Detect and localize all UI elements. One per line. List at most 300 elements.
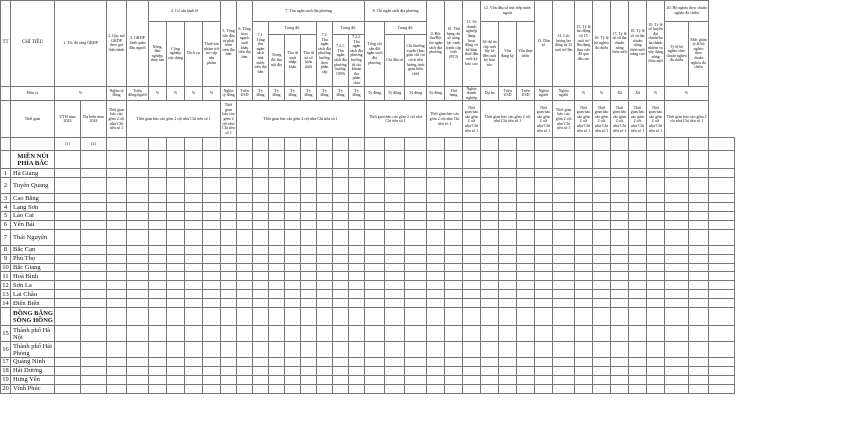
data-cell[interactable]	[445, 178, 463, 194]
data-cell[interactable]	[689, 178, 709, 194]
data-cell[interactable]	[593, 326, 611, 342]
data-cell[interactable]	[427, 263, 445, 272]
data-cell[interactable]	[127, 254, 149, 263]
data-cell[interactable]	[285, 384, 301, 393]
data-cell[interactable]	[349, 299, 365, 308]
data-cell[interactable]	[611, 290, 629, 299]
data-cell[interactable]	[481, 178, 499, 194]
data-cell[interactable]	[333, 366, 349, 375]
data-cell[interactable]	[237, 366, 253, 375]
data-cell[interactable]	[517, 308, 535, 326]
data-cell[interactable]	[405, 178, 427, 194]
data-cell[interactable]	[149, 211, 167, 220]
data-cell[interactable]	[301, 384, 317, 393]
data-cell[interactable]	[405, 220, 427, 229]
data-cell[interactable]	[499, 263, 517, 272]
data-cell[interactable]	[665, 178, 689, 194]
data-cell[interactable]	[427, 326, 445, 342]
data-cell[interactable]	[445, 263, 463, 272]
data-cell[interactable]	[385, 308, 405, 326]
data-cell[interactable]	[301, 245, 317, 254]
data-cell[interactable]	[301, 290, 317, 299]
data-cell[interactable]	[405, 308, 427, 326]
data-cell[interactable]	[665, 281, 689, 290]
data-cell[interactable]	[365, 384, 385, 393]
data-cell[interactable]	[575, 263, 593, 272]
data-cell[interactable]	[365, 254, 385, 263]
data-cell[interactable]	[203, 245, 221, 254]
data-cell[interactable]	[269, 326, 285, 342]
data-cell[interactable]	[333, 326, 349, 342]
data-cell[interactable]	[317, 281, 333, 290]
data-cell[interactable]	[185, 281, 203, 290]
data-cell[interactable]	[481, 254, 499, 263]
data-cell[interactable]	[535, 220, 553, 229]
data-cell[interactable]	[665, 290, 689, 299]
data-cell[interactable]	[647, 272, 665, 281]
data-cell[interactable]	[665, 151, 689, 169]
data-cell[interactable]	[593, 290, 611, 299]
data-cell[interactable]	[593, 342, 611, 358]
data-cell[interactable]	[149, 254, 167, 263]
data-cell[interactable]	[333, 220, 349, 229]
data-cell[interactable]	[107, 229, 127, 245]
data-cell[interactable]	[349, 254, 365, 263]
data-cell[interactable]	[499, 194, 517, 203]
data-cell[interactable]	[553, 375, 575, 384]
data-cell[interactable]	[127, 299, 149, 308]
data-cell[interactable]	[575, 220, 593, 229]
data-cell[interactable]	[285, 263, 301, 272]
data-cell[interactable]	[301, 229, 317, 245]
data-cell[interactable]	[269, 342, 285, 358]
data-cell[interactable]	[149, 342, 167, 358]
data-cell[interactable]	[647, 281, 665, 290]
data-cell[interactable]	[385, 299, 405, 308]
data-cell[interactable]	[611, 151, 629, 169]
data-cell[interactable]	[647, 375, 665, 384]
data-cell[interactable]	[55, 229, 81, 245]
data-cell[interactable]	[365, 281, 385, 290]
data-cell[interactable]	[285, 254, 301, 263]
data-cell[interactable]	[517, 326, 535, 342]
data-cell[interactable]	[55, 263, 81, 272]
data-cell[interactable]	[333, 194, 349, 203]
data-cell[interactable]	[203, 178, 221, 194]
data-cell[interactable]	[385, 263, 405, 272]
data-cell[interactable]	[445, 272, 463, 281]
data-cell[interactable]	[629, 263, 647, 272]
data-cell[interactable]	[221, 151, 237, 169]
data-cell[interactable]	[253, 366, 269, 375]
data-cell[interactable]	[709, 326, 735, 342]
data-cell[interactable]	[445, 203, 463, 212]
data-cell[interactable]	[629, 254, 647, 263]
data-cell[interactable]	[81, 299, 107, 308]
data-cell[interactable]	[499, 281, 517, 290]
data-cell[interactable]	[575, 194, 593, 203]
data-cell[interactable]	[665, 272, 689, 281]
data-cell[interactable]	[665, 308, 689, 326]
data-cell[interactable]	[629, 299, 647, 308]
data-cell[interactable]	[185, 375, 203, 384]
data-cell[interactable]	[445, 384, 463, 393]
data-cell[interactable]	[593, 263, 611, 272]
data-cell[interactable]	[237, 281, 253, 290]
data-cell[interactable]	[55, 326, 81, 342]
data-cell[interactable]	[445, 220, 463, 229]
data-cell[interactable]	[709, 342, 735, 358]
data-cell[interactable]	[629, 169, 647, 178]
data-cell[interactable]	[499, 169, 517, 178]
data-cell[interactable]	[149, 203, 167, 212]
data-cell[interactable]	[709, 245, 735, 254]
data-cell[interactable]	[499, 178, 517, 194]
data-cell[interactable]	[285, 229, 301, 245]
data-cell[interactable]	[575, 384, 593, 393]
data-cell[interactable]	[405, 290, 427, 299]
data-cell[interactable]	[427, 254, 445, 263]
data-cell[interactable]	[385, 194, 405, 203]
data-cell[interactable]	[665, 194, 689, 203]
data-cell[interactable]	[285, 151, 301, 169]
data-cell[interactable]	[269, 281, 285, 290]
data-cell[interactable]	[81, 220, 107, 229]
data-cell[interactable]	[553, 203, 575, 212]
data-cell[interactable]	[517, 245, 535, 254]
data-cell[interactable]	[167, 169, 185, 178]
data-cell[interactable]	[349, 220, 365, 229]
data-cell[interactable]	[405, 245, 427, 254]
data-cell[interactable]	[553, 342, 575, 358]
data-cell[interactable]	[385, 384, 405, 393]
data-cell[interactable]	[575, 245, 593, 254]
data-cell[interactable]	[185, 263, 203, 272]
data-cell[interactable]	[365, 375, 385, 384]
data-cell[interactable]	[127, 169, 149, 178]
data-cell[interactable]	[333, 254, 349, 263]
data-cell[interactable]	[611, 211, 629, 220]
data-cell[interactable]	[237, 326, 253, 342]
data-cell[interactable]	[203, 220, 221, 229]
data-cell[interactable]	[647, 211, 665, 220]
data-cell[interactable]	[405, 342, 427, 358]
data-cell[interactable]	[611, 245, 629, 254]
data-cell[interactable]	[167, 375, 185, 384]
data-cell[interactable]	[317, 169, 333, 178]
data-cell[interactable]	[611, 263, 629, 272]
data-cell[interactable]	[481, 229, 499, 245]
data-cell[interactable]	[499, 211, 517, 220]
data-cell[interactable]	[647, 229, 665, 245]
data-cell[interactable]	[107, 211, 127, 220]
data-cell[interactable]	[333, 203, 349, 212]
data-cell[interactable]	[427, 220, 445, 229]
data-cell[interactable]	[647, 342, 665, 358]
data-cell[interactable]	[365, 358, 385, 367]
data-cell[interactable]	[237, 220, 253, 229]
data-cell[interactable]	[575, 272, 593, 281]
data-cell[interactable]	[253, 299, 269, 308]
data-cell[interactable]	[253, 151, 269, 169]
data-cell[interactable]	[365, 308, 385, 326]
data-cell[interactable]	[333, 299, 349, 308]
data-cell[interactable]	[665, 342, 689, 358]
data-cell[interactable]	[647, 358, 665, 367]
data-cell[interactable]	[107, 366, 127, 375]
data-cell[interactable]	[481, 384, 499, 393]
data-cell[interactable]	[575, 308, 593, 326]
data-cell[interactable]	[349, 326, 365, 342]
data-cell[interactable]	[253, 203, 269, 212]
data-cell[interactable]	[385, 169, 405, 178]
data-cell[interactable]	[481, 194, 499, 203]
data-cell[interactable]	[629, 326, 647, 342]
data-cell[interactable]	[253, 211, 269, 220]
data-cell[interactable]	[55, 366, 81, 375]
data-cell[interactable]	[127, 245, 149, 254]
data-cell[interactable]	[253, 178, 269, 194]
data-cell[interactable]	[203, 326, 221, 342]
data-cell[interactable]	[517, 358, 535, 367]
data-cell[interactable]	[349, 169, 365, 178]
data-cell[interactable]	[385, 366, 405, 375]
data-cell[interactable]	[127, 220, 149, 229]
data-cell[interactable]	[553, 229, 575, 245]
data-cell[interactable]	[517, 151, 535, 169]
data-cell[interactable]	[463, 308, 481, 326]
data-cell[interactable]	[317, 290, 333, 299]
data-cell[interactable]	[445, 245, 463, 254]
data-cell[interactable]	[81, 384, 107, 393]
data-cell[interactable]	[167, 384, 185, 393]
data-cell[interactable]	[629, 375, 647, 384]
data-cell[interactable]	[349, 375, 365, 384]
data-cell[interactable]	[499, 290, 517, 299]
data-cell[interactable]	[445, 229, 463, 245]
data-cell[interactable]	[185, 358, 203, 367]
data-cell[interactable]	[405, 254, 427, 263]
data-cell[interactable]	[317, 194, 333, 203]
data-cell[interactable]	[405, 384, 427, 393]
data-cell[interactable]	[629, 358, 647, 367]
data-cell[interactable]	[535, 203, 553, 212]
data-cell[interactable]	[149, 245, 167, 254]
data-cell[interactable]	[463, 272, 481, 281]
data-cell[interactable]	[385, 178, 405, 194]
data-cell[interactable]	[149, 308, 167, 326]
data-cell[interactable]	[149, 299, 167, 308]
data-cell[interactable]	[167, 178, 185, 194]
data-cell[interactable]	[167, 263, 185, 272]
data-cell[interactable]	[481, 366, 499, 375]
data-cell[interactable]	[269, 178, 285, 194]
data-cell[interactable]	[709, 178, 735, 194]
data-cell[interactable]	[365, 326, 385, 342]
data-cell[interactable]	[463, 384, 481, 393]
data-cell[interactable]	[689, 308, 709, 326]
data-cell[interactable]	[185, 211, 203, 220]
data-cell[interactable]	[463, 194, 481, 203]
data-cell[interactable]	[149, 263, 167, 272]
data-cell[interactable]	[203, 366, 221, 375]
data-cell[interactable]	[285, 366, 301, 375]
data-cell[interactable]	[237, 375, 253, 384]
data-cell[interactable]	[221, 375, 237, 384]
data-cell[interactable]	[365, 203, 385, 212]
data-cell[interactable]	[269, 384, 285, 393]
data-cell[interactable]	[385, 375, 405, 384]
data-cell[interactable]	[593, 254, 611, 263]
data-cell[interactable]	[517, 178, 535, 194]
data-cell[interactable]	[593, 384, 611, 393]
data-cell[interactable]	[185, 203, 203, 212]
data-cell[interactable]	[107, 151, 127, 169]
data-cell[interactable]	[149, 178, 167, 194]
data-cell[interactable]	[553, 308, 575, 326]
data-cell[interactable]	[237, 169, 253, 178]
data-cell[interactable]	[593, 245, 611, 254]
data-cell[interactable]	[629, 245, 647, 254]
data-cell[interactable]	[535, 384, 553, 393]
data-cell[interactable]	[709, 254, 735, 263]
data-cell[interactable]	[463, 299, 481, 308]
data-cell[interactable]	[689, 151, 709, 169]
data-cell[interactable]	[427, 272, 445, 281]
data-cell[interactable]	[221, 194, 237, 203]
data-cell[interactable]	[535, 194, 553, 203]
data-cell[interactable]	[365, 229, 385, 245]
data-cell[interactable]	[517, 220, 535, 229]
data-cell[interactable]	[365, 169, 385, 178]
data-cell[interactable]	[237, 194, 253, 203]
data-cell[interactable]	[365, 220, 385, 229]
data-cell[interactable]	[499, 229, 517, 245]
data-cell[interactable]	[427, 211, 445, 220]
data-cell[interactable]	[81, 245, 107, 254]
data-cell[interactable]	[575, 229, 593, 245]
data-cell[interactable]	[301, 272, 317, 281]
data-cell[interactable]	[203, 169, 221, 178]
data-cell[interactable]	[349, 358, 365, 367]
data-cell[interactable]	[301, 281, 317, 290]
data-cell[interactable]	[553, 358, 575, 367]
data-cell[interactable]	[575, 358, 593, 367]
data-cell[interactable]	[349, 263, 365, 272]
data-cell[interactable]	[553, 254, 575, 263]
data-cell[interactable]	[405, 281, 427, 290]
data-cell[interactable]	[647, 169, 665, 178]
data-cell[interactable]	[427, 358, 445, 367]
data-cell[interactable]	[629, 211, 647, 220]
data-cell[interactable]	[81, 203, 107, 212]
data-cell[interactable]	[127, 290, 149, 299]
data-cell[interactable]	[665, 169, 689, 178]
data-cell[interactable]	[665, 203, 689, 212]
data-cell[interactable]	[553, 384, 575, 393]
data-cell[interactable]	[317, 254, 333, 263]
data-cell[interactable]	[237, 299, 253, 308]
data-cell[interactable]	[269, 229, 285, 245]
data-cell[interactable]	[317, 358, 333, 367]
data-cell[interactable]	[463, 342, 481, 358]
data-cell[interactable]	[203, 272, 221, 281]
data-cell[interactable]	[285, 169, 301, 178]
data-cell[interactable]	[203, 299, 221, 308]
data-cell[interactable]	[349, 272, 365, 281]
data-cell[interactable]	[269, 203, 285, 212]
data-cell[interactable]	[107, 358, 127, 367]
data-cell[interactable]	[445, 326, 463, 342]
data-cell[interactable]	[575, 299, 593, 308]
data-cell[interactable]	[535, 272, 553, 281]
data-cell[interactable]	[593, 220, 611, 229]
data-cell[interactable]	[709, 308, 735, 326]
data-cell[interactable]	[365, 211, 385, 220]
data-cell[interactable]	[127, 358, 149, 367]
data-cell[interactable]	[427, 375, 445, 384]
data-cell[interactable]	[593, 151, 611, 169]
data-cell[interactable]	[285, 308, 301, 326]
data-cell[interactable]	[301, 326, 317, 342]
data-cell[interactable]	[427, 194, 445, 203]
data-cell[interactable]	[285, 245, 301, 254]
data-cell[interactable]	[481, 299, 499, 308]
data-cell[interactable]	[221, 384, 237, 393]
data-cell[interactable]	[427, 245, 445, 254]
data-cell[interactable]	[127, 178, 149, 194]
data-cell[interactable]	[481, 308, 499, 326]
data-cell[interactable]	[665, 299, 689, 308]
data-cell[interactable]	[167, 220, 185, 229]
data-cell[interactable]	[689, 263, 709, 272]
data-cell[interactable]	[445, 281, 463, 290]
data-cell[interactable]	[593, 203, 611, 212]
data-cell[interactable]	[665, 375, 689, 384]
data-cell[interactable]	[535, 178, 553, 194]
data-cell[interactable]	[689, 342, 709, 358]
data-cell[interactable]	[481, 169, 499, 178]
data-cell[interactable]	[317, 308, 333, 326]
data-cell[interactable]	[203, 375, 221, 384]
data-cell[interactable]	[81, 194, 107, 203]
data-cell[interactable]	[253, 169, 269, 178]
data-cell[interactable]	[55, 290, 81, 299]
data-cell[interactable]	[333, 229, 349, 245]
data-cell[interactable]	[253, 194, 269, 203]
data-cell[interactable]	[253, 358, 269, 367]
data-cell[interactable]	[499, 299, 517, 308]
data-cell[interactable]	[317, 151, 333, 169]
data-cell[interactable]	[385, 203, 405, 212]
data-cell[interactable]	[385, 229, 405, 245]
data-cell[interactable]	[55, 281, 81, 290]
data-cell[interactable]	[317, 299, 333, 308]
data-cell[interactable]	[405, 326, 427, 342]
data-cell[interactable]	[481, 263, 499, 272]
data-cell[interactable]	[611, 281, 629, 290]
data-cell[interactable]	[481, 272, 499, 281]
data-cell[interactable]	[221, 263, 237, 272]
data-cell[interactable]	[185, 272, 203, 281]
data-cell[interactable]	[203, 263, 221, 272]
data-cell[interactable]	[285, 342, 301, 358]
data-cell[interactable]	[405, 358, 427, 367]
data-cell[interactable]	[553, 281, 575, 290]
data-cell[interactable]	[481, 290, 499, 299]
data-cell[interactable]	[349, 229, 365, 245]
data-cell[interactable]	[593, 299, 611, 308]
